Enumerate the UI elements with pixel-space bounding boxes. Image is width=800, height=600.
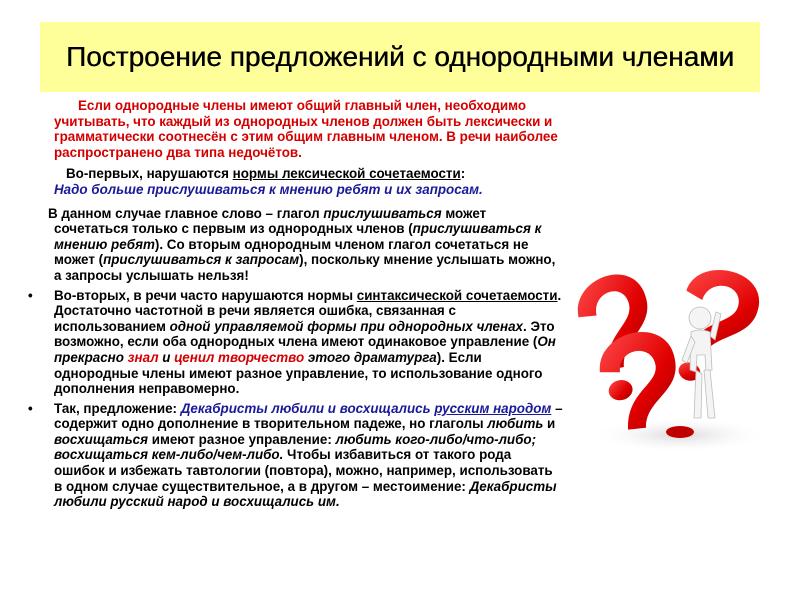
- bullet-item-example: [28, 401, 563, 510]
- bullet-dot: •: [28, 400, 33, 416]
- bullet1-text-3: . Это возможно, если оба однородных члена имеют одинаковое управление (: [54, 318, 555, 350]
- bullet2-word-2: восхищаться: [54, 431, 148, 447]
- bullet1-word-4: и: [158, 349, 175, 365]
- bullet2-word-3: любить кого-либо/что-либо; восхищаться кем-либо/чем-либо.: [54, 431, 537, 463]
- bullet2-word-1: любить: [487, 416, 544, 432]
- bullet1-word-1: одной управляемой формы при однородных членах: [169, 318, 523, 334]
- first-colon: :: [460, 166, 466, 182]
- analysis-word-3: прислушиваться к запросам: [103, 252, 300, 268]
- analysis-text-2: может сочетаться только с первым из однородных членов (: [54, 205, 487, 237]
- bullet2-example-1: Декабристы любили и восхищались: [180, 400, 435, 416]
- page-title: Построение предложений с однородными членами: [65, 41, 735, 72]
- bullet2-text-3: и: [543, 416, 556, 432]
- intro-paragraph: Если однородные члены имеют общий главный член, необходимо учитывать, что каждый из однородных членов должен быть лексически и грамматически соотнесён с этим общим главным членом. В речи наиболее распространено два типа недочётов.: [54, 98, 558, 160]
- bullet1-text-1: Во-вторых, в речи часто нарушаются нормы: [54, 287, 357, 303]
- bullet2-text-1: Так, предложение:: [54, 400, 181, 416]
- analysis-text-1: В данном случае главное слово – глагол: [48, 205, 324, 221]
- bullet2-text-4: имеют разное управление:: [148, 431, 336, 447]
- bullet2-example-1-underlined: русским народом: [434, 400, 552, 416]
- analysis-text-4: ), поскольку мнение услышать можно, а запросы услышать нельзя!: [54, 252, 556, 283]
- question-marks-figure-icon: [570, 250, 770, 460]
- first-term: нормы лексической сочетаемости: [232, 166, 461, 182]
- bullet1-text-2: . Достаточно частотной в речи является ошибка, связанная с использованием: [54, 287, 562, 334]
- bullet2-example-2: Декабристы любили русский народ и восхищались им.: [54, 478, 557, 510]
- first-lead: Во-первых, нарушаются: [66, 166, 233, 182]
- analysis-paragraph: [28, 206, 563, 284]
- content-body: [28, 98, 563, 510]
- bullet1-text-4: ). Если однородные члены имеют разное управление, то использование одного дополнения неправомерно.: [54, 349, 543, 397]
- first-point-paragraph: [28, 166, 563, 197]
- bullet1-word-3: знал: [127, 349, 159, 365]
- title-band: [40, 22, 760, 92]
- bullet1-word-6: этого драматурга: [304, 349, 437, 365]
- analysis-text-3: ). Со вторым однородным членом глагол сочетаться не может (: [54, 236, 529, 268]
- bullet1-word-5: ценил творчество: [174, 349, 305, 365]
- bullet1-term: синтаксической сочетаемости: [356, 287, 558, 303]
- analysis-word-1: прислушиваться: [323, 205, 442, 221]
- bullet-item-syntax: [28, 288, 563, 397]
- bullet2-text-5: Чтобы избавиться от такого рода ошибок и избежать тавтологии (повтора), можно, например, использовать в одном случае существительное, а в другом – местоимение:: [54, 447, 553, 494]
- first-example: Надо больше прислушиваться к мнению ребят и их запросам.: [54, 181, 483, 197]
- analysis-word-2: прислушиваться к мнению ребят: [54, 221, 542, 252]
- bullet-dot: •: [28, 287, 33, 303]
- bullet2-text-2: – содержит одно дополнение в творительном падеже, но глаголы: [54, 400, 563, 432]
- bullet1-word-2: Он прекрасно: [54, 334, 556, 365]
